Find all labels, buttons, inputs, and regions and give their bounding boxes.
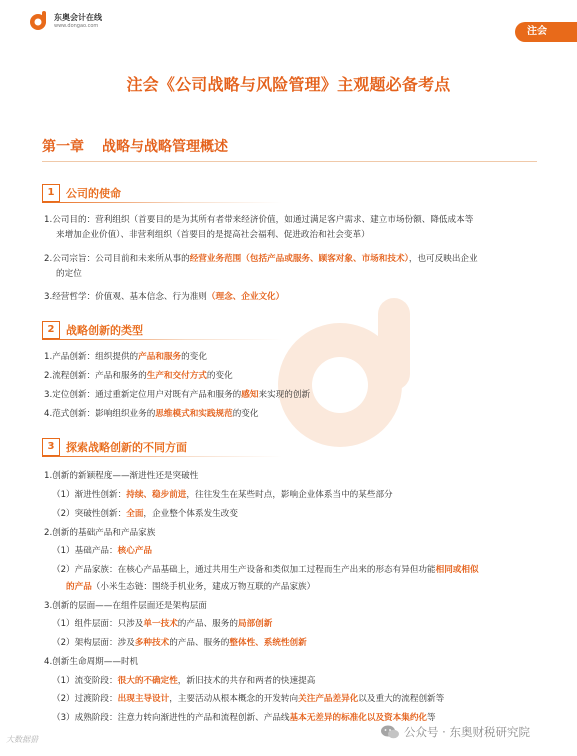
- text-line: [56, 268, 82, 280]
- body-text: ，企业整个体系发生改变: [143, 509, 238, 519]
- body-text: 的变化: [232, 409, 259, 419]
- exam-tag: 注会: [515, 22, 577, 42]
- body-text: ，往往发生在某些时点，影响企业体系当中的某些部分: [186, 490, 393, 500]
- chapter-heading: [42, 136, 228, 156]
- text-line: [52, 618, 272, 630]
- chapter-divider: [42, 161, 537, 162]
- highlight-text: 的产品: [66, 582, 92, 592]
- body-text: 以及重大的流程创新等: [358, 694, 445, 704]
- body-text: （2）产品家族：在核心产品基础上，通过共用生产设备和类似加工过程而生产出来的形态有异但功能: [52, 565, 436, 575]
- highlight-text: 出现主导设计: [117, 694, 170, 704]
- section-underline: [42, 339, 282, 340]
- body-text: 的变化: [181, 352, 207, 362]
- body-text: （1）组件层面：只涉及: [52, 619, 144, 629]
- text-line: [52, 712, 436, 724]
- highlight-text: 很大的不确定性: [117, 676, 178, 686]
- text-line: [52, 637, 307, 649]
- wechat-account[interactable]: [380, 724, 530, 740]
- body-text: 来实现的创新: [258, 390, 311, 400]
- body-text: 3.创新的层面——在组件层面还是架构层面: [44, 601, 207, 611]
- section-heading: [42, 321, 143, 339]
- section-number: 3: [42, 438, 60, 456]
- highlight-text: 多种技术: [134, 638, 170, 648]
- highlight-text: 全面: [126, 509, 144, 519]
- section-underline: [42, 202, 282, 203]
- text-line: [52, 675, 315, 687]
- body-text: ，也可反映出企业: [408, 254, 478, 264]
- chapter-number: 第一章: [42, 139, 84, 155]
- body-text: 2.公司宗旨：公司目前和未来所从事的: [44, 254, 190, 264]
- body-text: 的产品、服务的: [177, 619, 238, 629]
- section-number: 2: [42, 321, 60, 339]
- body-text: （3）成熟阶段：注意力转向渐进性的产品和流程创新、产品线: [52, 713, 290, 723]
- watermark-logo-icon: [270, 290, 440, 460]
- body-text: 3.定位创新：通过重新定位用户对既有产品和服务的: [44, 390, 242, 400]
- body-text: （1）流变阶段：: [52, 676, 118, 686]
- body-text: 来增加企业价值）、非营利组织（首要目的是提高社会福利、促进政治和社会变革）: [56, 230, 370, 240]
- section-heading: [42, 438, 187, 456]
- logo-icon: [28, 10, 50, 32]
- highlight-text: 生产和交付方式: [146, 371, 207, 381]
- highlight-text: 局部创新: [237, 619, 273, 629]
- body-text: 2.流程创新：产品和服务的: [44, 371, 147, 381]
- section-heading: [42, 184, 121, 202]
- section-underline: [42, 456, 282, 457]
- highlight-text: 思维模式和实践规范: [155, 409, 233, 419]
- body-text: （2）架构层面：涉及: [52, 638, 135, 648]
- highlight-text: 相同或相似: [435, 565, 479, 575]
- highlight-text: 核心产品: [117, 546, 153, 556]
- text-line: [52, 545, 152, 557]
- section-number: 1: [42, 184, 60, 202]
- text-line: [44, 291, 284, 303]
- highlight-text: 单一技术: [143, 619, 178, 629]
- section-title: 探索战略创新的不同方面: [66, 441, 187, 454]
- chapter-name: 战略与战略管理概述: [102, 139, 228, 155]
- section-title: 战略创新的类型: [66, 324, 143, 337]
- body-text: 4.创新生命周期——时机: [44, 657, 139, 667]
- highlight-text: 基本无差异的标准化以及资本集约化: [289, 713, 428, 723]
- body-text: （2）过渡阶段：: [52, 694, 118, 704]
- wechat-account-label: 公众号 · 东奥财税研究院: [404, 725, 530, 739]
- body-text: 等: [427, 713, 436, 723]
- text-line: [52, 508, 238, 520]
- highlight-text: 持续、稳步前进: [126, 490, 187, 500]
- body-text: 的变化: [206, 371, 233, 381]
- text-line: [52, 489, 393, 501]
- logo-name: 东奥会计在线: [54, 12, 102, 22]
- body-text: 1.公司目的：营利组织（首要目的是为其所有者带来经济价值，如通过满足客户需求、建立市场份额、降低成本等: [44, 215, 474, 225]
- top-bar: [0, 0, 577, 44]
- text-line: [56, 229, 370, 241]
- text-line: [44, 253, 478, 265]
- text-line: [44, 656, 138, 668]
- body-text: （1）渐进性创新：: [52, 490, 127, 500]
- text-line: [44, 214, 473, 226]
- body-text: 4.范式创新：影响组织业务的: [44, 409, 156, 419]
- highlight-text: 经营业务范围（包括产品或服务、顾客对象、市场和技术）: [189, 254, 409, 264]
- body-text: 的产品、服务的: [169, 638, 230, 648]
- body-text: 2.创新的基础产品和产品家族: [44, 528, 156, 538]
- highlight-text: 关注产品差异化: [298, 694, 359, 704]
- section-title: 公司的使命: [66, 187, 121, 200]
- text-line: [44, 370, 233, 382]
- page-title: 注会《公司战略与风险管理》主观题必备考点: [126, 75, 451, 94]
- text-line: [52, 693, 444, 705]
- text-line: [44, 351, 207, 363]
- dongao-logo[interactable]: [28, 10, 102, 32]
- body-text: 的定位: [56, 269, 82, 279]
- text-line: [44, 600, 207, 612]
- text-line: [52, 564, 479, 576]
- body-text: 1.创新的新颖程度——渐进性还是突破性: [44, 471, 199, 481]
- corner-watermark: 大数据猎: [6, 735, 38, 744]
- highlight-text: （理念、企业文化）: [206, 292, 285, 302]
- highlight-text: 感知: [241, 390, 259, 400]
- highlight-text: 产品和服务: [138, 352, 182, 362]
- body-text: ，新旧技术的共存和两者的快速提高: [177, 676, 316, 686]
- text-line: [66, 581, 315, 593]
- text-line: [44, 527, 155, 539]
- body-text: （2）突破性创新：: [52, 509, 127, 519]
- wechat-icon: [380, 724, 400, 740]
- body-text: （1）基础产品：: [52, 546, 118, 556]
- highlight-text: 整体性、系统性创新: [229, 638, 307, 648]
- logo-url: www.dongao.com: [54, 22, 99, 29]
- text-line: [44, 408, 258, 420]
- text-line: [44, 470, 198, 482]
- body-text: 3.经营哲学：价值观、基本信念、行为准则: [44, 292, 207, 302]
- text-line: [44, 389, 310, 401]
- body-text: ，主要活动从根本概念的开发转向: [169, 694, 299, 704]
- body-text: （小米生态链：围绕手机业务，建成万物互联的产品家族）: [91, 582, 316, 592]
- body-text: 1.产品创新：组织提供的: [44, 352, 139, 362]
